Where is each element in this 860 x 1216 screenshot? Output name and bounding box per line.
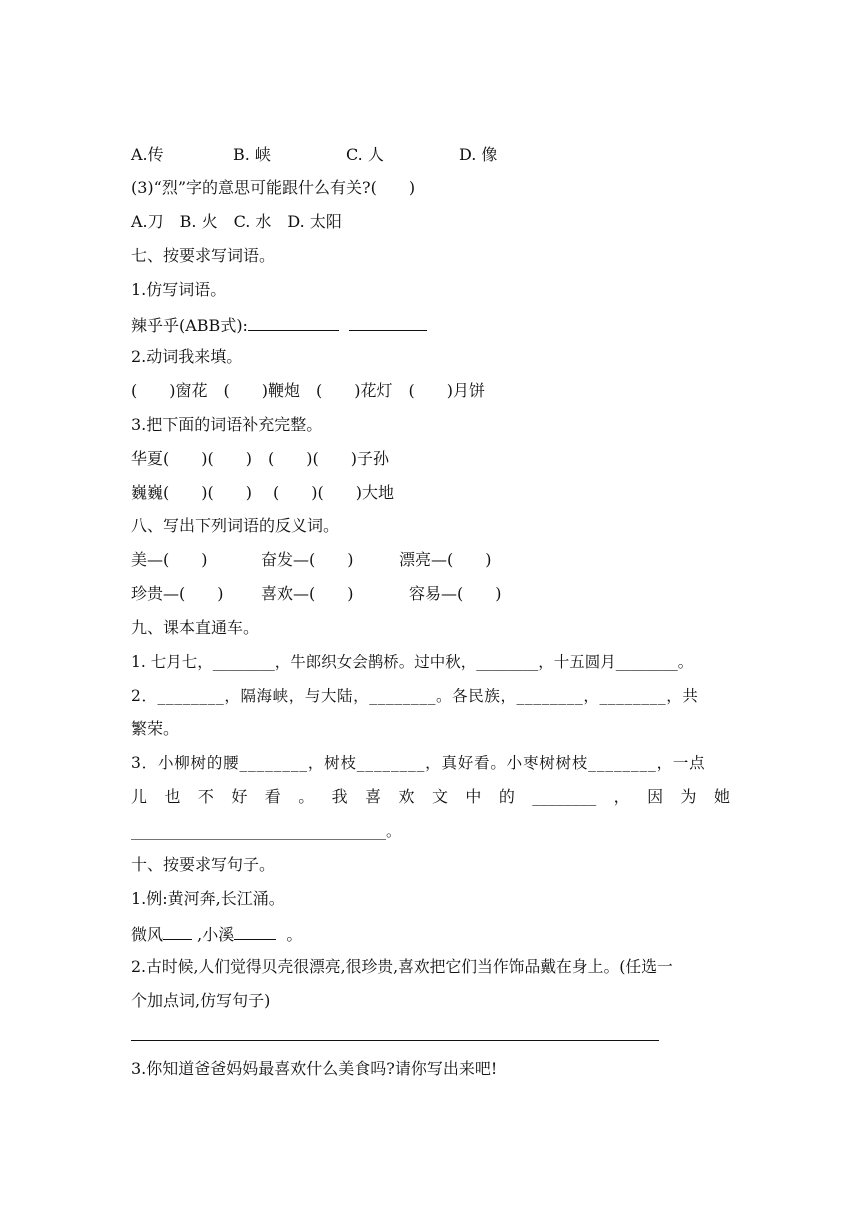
antonym-item: 容易—( ) <box>409 584 502 603</box>
word: ， <box>613 787 630 806</box>
sec10-item1: 1.例:黄河奔,长江涌。 <box>131 889 285 908</box>
word: 文 <box>431 787 448 806</box>
sec9-line2: 2．________，隔海峡，与大陆，________。各民族，________，________，共 <box>131 687 699 705</box>
abb-prefix: 辣乎乎(ABB式): <box>131 316 248 335</box>
q6-sub3-question: (3)“烈”字的意思可能跟什么有关?( ) <box>131 178 416 197</box>
antonym-item: 珍贵—( ) <box>131 584 224 603</box>
word: 她 <box>713 787 730 806</box>
sec7-item2-line: ( )窗花 ( )鞭炮 ( )花灯 ( )月饼 <box>131 381 485 400</box>
answer-blank[interactable] <box>349 314 427 331</box>
option-a: A.传 <box>131 145 164 164</box>
sec10-item2: 2.古时候,人们觉得贝壳很漂亮,很珍贵,喜欢把它们当作饰品戴在身上。(任选一 <box>131 957 673 976</box>
word: ________ <box>532 787 597 806</box>
answer-blank[interactable] <box>163 923 192 940</box>
sec7-item3-line2: 巍巍( )( ) ( )( )大地 <box>131 483 395 502</box>
section-9-heading: 九、课本直通车。 <box>131 618 260 637</box>
antonym-item: 美—( ) <box>131 550 208 569</box>
sec7-item3: 3.把下面的词语补充完整。 <box>131 415 323 434</box>
option-d: D. 像 <box>459 145 498 164</box>
sec7-item2: 2.动词我来填。 <box>131 347 243 366</box>
word: 为 <box>680 787 697 806</box>
sec7-item3-line1: 华夏( )( ) ( )( )子孙 <box>131 449 389 468</box>
antonym-row-2 <box>131 584 502 604</box>
word: 不 <box>197 787 214 806</box>
word: 好 <box>231 787 248 806</box>
sec9-line1: 1. 七月七，________，牛郎织女会鹊桥。过中秋，________，十五圆月________。 <box>131 653 694 671</box>
word: 中 <box>465 787 482 806</box>
antonym-row-1 <box>131 550 492 570</box>
word: 的 <box>498 787 515 806</box>
word: 喜 <box>365 787 382 806</box>
word: 。 <box>298 787 315 806</box>
word: 儿 <box>131 787 148 806</box>
answer-blank[interactable] <box>234 923 276 940</box>
antonym-item: 奋发—( ) <box>261 550 354 569</box>
q6-options-row <box>131 145 497 165</box>
antonym-item: 喜欢—( ) <box>261 584 354 603</box>
section-7-heading: 七、按要求写词语。 <box>131 246 276 265</box>
sec10-item3: 3.你知道爸爸妈妈最喜欢什么美食吗?请你写出来吧! <box>131 1059 498 1078</box>
period: 。 <box>286 925 303 944</box>
stream-label: ,小溪 <box>197 925 235 944</box>
section-8-heading: 八、写出下列词语的反义词。 <box>131 516 340 535</box>
word: 也 <box>164 787 181 806</box>
word: 看 <box>264 787 281 806</box>
q6-sub3-options: A.刀 B. 火 C. 水 D. 太阳 <box>131 212 342 231</box>
sec9-line3-justified <box>131 787 730 807</box>
word: 我 <box>331 787 348 806</box>
antonym-item: 漂亮—( ) <box>399 550 492 569</box>
sec7-item1-line <box>131 314 427 336</box>
answer-blank[interactable] <box>248 314 339 331</box>
sec10-item2-cont: 个加点词,仿写句子) <box>131 991 271 1010</box>
sec9-line3: 3．小柳树的腰________，树枝________，真好看。小枣树树枝________，一点 <box>131 754 706 772</box>
word: 欢 <box>398 787 415 806</box>
sec9-line2-cont: 繁荣。 <box>131 719 180 738</box>
section-10-heading: 十、按要求写句子。 <box>131 855 276 874</box>
option-b: B. 峡 <box>233 145 271 164</box>
word: 因 <box>647 787 664 806</box>
sec10-item1-line <box>131 923 302 945</box>
option-c: C. 人 <box>346 145 384 164</box>
sec9-line3-end: __________________________________。 <box>131 822 402 840</box>
answer-line[interactable] <box>131 1040 659 1041</box>
breeze-label: 微风 <box>131 925 164 944</box>
sec7-item1: 1.仿写词语。 <box>131 280 227 299</box>
